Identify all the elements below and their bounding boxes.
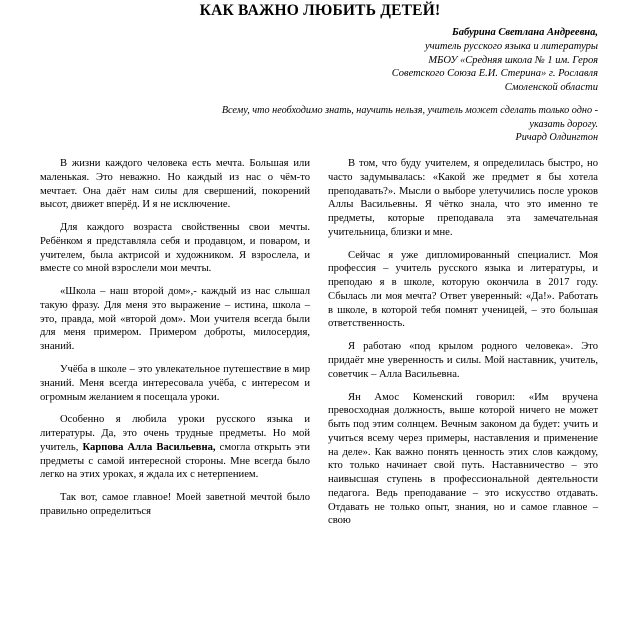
paragraph: В жизни каждого человека есть мечта. Большая или маленькая. Это неважно. Но каждый из нас о чём-то мечтает. Она даёт нам силы для свершений, покорений высот, движет вперёд. И я не исключение. (40, 158, 310, 211)
byline (40, 26, 600, 95)
paragraph: Ян Амос Коменский говорил: «Им вручена превосходная должность, выше которой ничего не может быть под этим солнцем. Вечным законом да будет: учить и учиться всему через примеры, наставления и применение на деле». Как важно понять ценность этих слов каждому, кто только начинает свой путь. Наставничество – это наивысшая ступень в профессиональной деятельности педагога. Ведь преподавание – это искусство отдавать. Отдавать не только опыт, знания, но и самое главное – свою (328, 391, 598, 527)
byline-line-1: учитель русского языка и литературы (425, 40, 598, 52)
byline-line-4: Смоленской области (504, 82, 598, 94)
paragraph: Так вот, самое главное! Моей заветной мечтой было правильно определиться (40, 492, 310, 517)
byline-author: Бабурина Светлана Андреевна, (452, 26, 598, 38)
paragraph: Сейчас я уже дипломированный специалист. Моя профессия – учитель русского языка и литературы, и преподаю я в школе, которую окончила в 2017 году. Сбылась ли моя мечта? Ответ уверенный: «Да!». Работать в школе, в которой тебя помнят ученицей, – это большая ответственность. (328, 249, 598, 330)
paragraph: В том, что буду учителем, я определилась быстро, но часто задумывалась: «Какой же предмет я бы хотела преподавать?». Мысли о выборе улетучились после уроков Аллы Васильевны. Я чётко знала, что это именно те предметы, которые преподавала эта замечательная учительница, близки и мне. (328, 158, 598, 238)
mentor-name: Карпова Алла Васильевна, (82, 441, 216, 453)
paragraph: Для каждого возраста свойственны свои мечты. Ребёнком я представляла себя и продавцом, и поваром, и учителем, была актрисой и художником. Я взрослела, и вместе со мной взрослели мои мечты. (40, 222, 310, 275)
right-column (328, 157, 598, 537)
byline-line-3: Советского Союза Е.И. Стерина» г. Рославля (391, 68, 598, 80)
epigraph-text: Всему, что необходимо знать, научить нельзя, учитель может сделать только одно - указать дорогу. (221, 105, 598, 130)
paragraph: Я работаю «под крылом родного человека». Это придаёт мне уверенность и силы. Мой наставник, учитель, советчик – Алла Васильевна. (328, 341, 598, 380)
paragraph: Учёба в школе – это увлекательное путешествие в мир знаний. Меня всегда интересовала учёба, с интересом и огромным желанием я посещала уроки. (40, 363, 310, 403)
page-title: КАК ВАЖНО ЛЮБИТЬ ДЕТЕЙ! (199, 2, 441, 19)
paragraph-with-bold-name: Особенно я любила уроки русского языка и литературы. Да, это очень трудные предметы. Но мой учитель, Карпова Алла Васильевна, смогла открыть эти предметы с самой интересной стороны. Мне всегда было легко на этих уроках, я ждала их с нетерпением. (40, 414, 310, 481)
paragraph: «Школа – наш второй дом»,- каждый из нас слышал такую фразу. Для меня это выражение – истина, школа – это, правда, мой «второй дом». Мои учителя всегда были для меня примером. Примером доброты, милосердия, знаний. (40, 286, 310, 353)
epigraph-source: Ричард Олдингтон (515, 132, 598, 144)
body-columns (40, 157, 600, 537)
left-column (40, 157, 310, 537)
byline-line-2: МБОУ «Средняя школа № 1 им. Героя (428, 54, 598, 66)
